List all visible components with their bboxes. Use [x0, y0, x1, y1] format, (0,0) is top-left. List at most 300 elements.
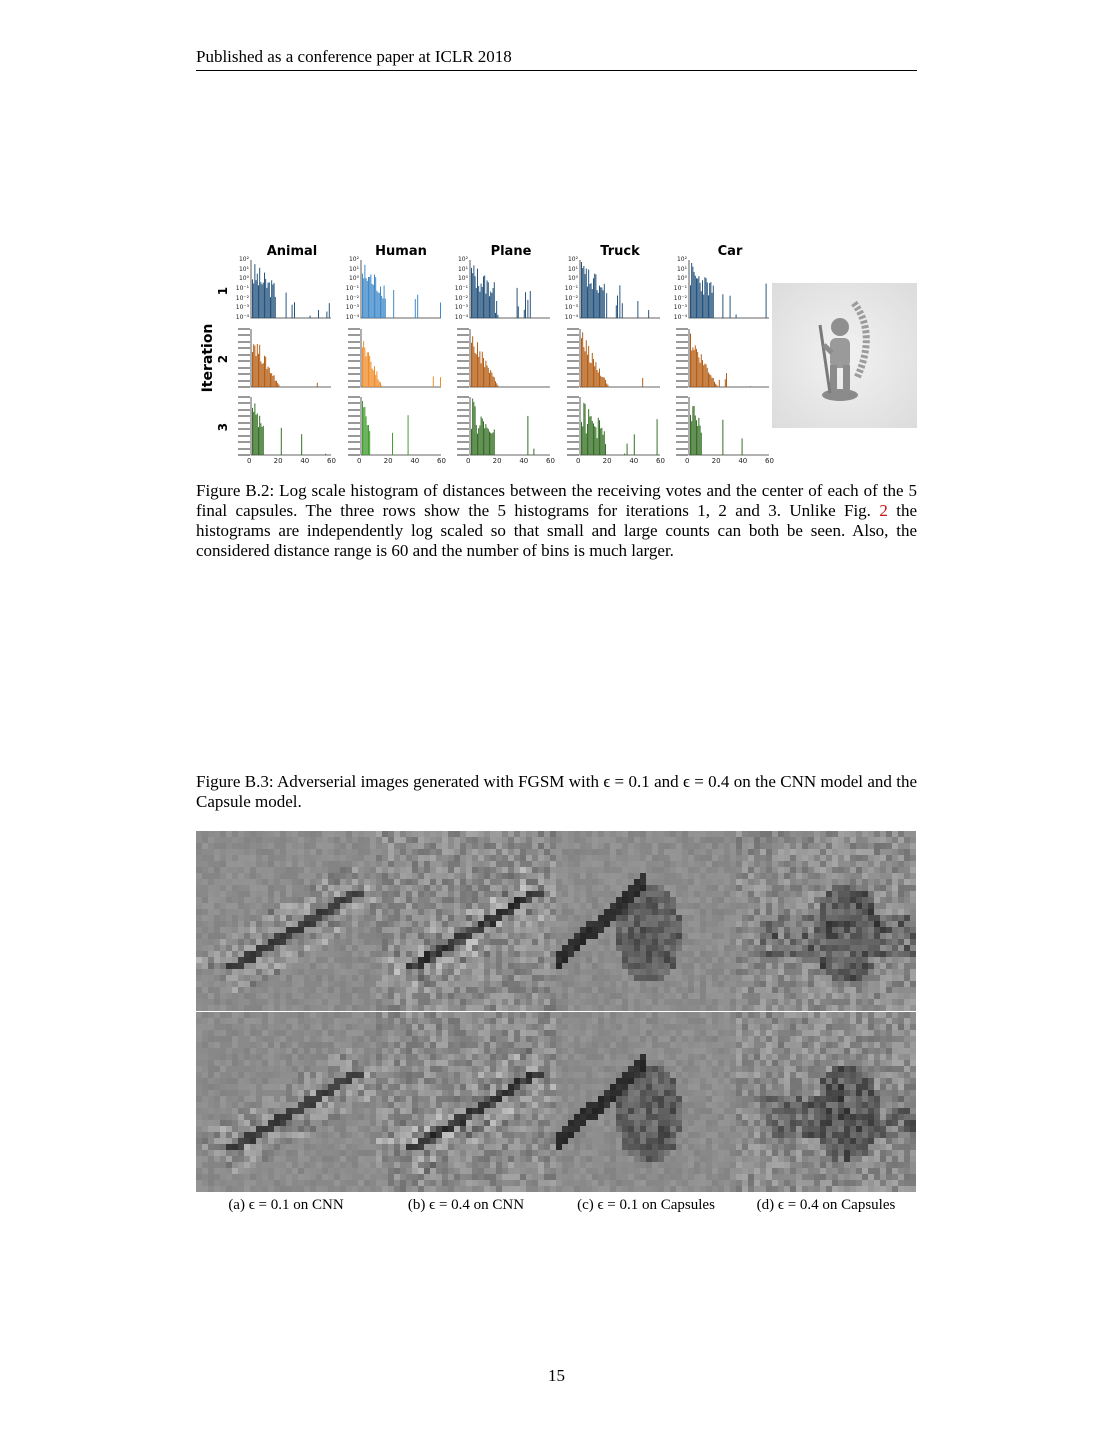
pixel: [496, 1060, 502, 1066]
pixel: [220, 849, 226, 855]
histogram-bar: [694, 350, 695, 387]
pixel: [430, 933, 436, 939]
pixel: [208, 891, 214, 897]
pixel: [496, 1018, 502, 1024]
pixel: [652, 867, 658, 873]
pixel: [496, 1066, 502, 1072]
pixel: [418, 987, 424, 993]
pixel: [658, 963, 664, 969]
pixel: [388, 1005, 394, 1011]
pixel: [238, 891, 244, 897]
pixel: [304, 873, 310, 879]
pixel: [412, 831, 418, 837]
pixel: [658, 933, 664, 939]
pixel: [616, 945, 622, 951]
pixel: [442, 1005, 448, 1011]
pixel: [442, 1060, 448, 1066]
pixel: [430, 969, 436, 975]
pixel: [286, 993, 292, 999]
pixel: [250, 1114, 256, 1120]
histogram-bar: [364, 348, 365, 387]
pixel: [406, 861, 412, 867]
pixel: [514, 1030, 520, 1036]
histogram-bar: [482, 418, 483, 455]
histogram-bar: [260, 423, 261, 455]
pixel: [388, 855, 394, 861]
pixel: [232, 969, 238, 975]
pixel: [526, 837, 532, 843]
pixel: [310, 843, 316, 849]
pixel: [484, 1150, 490, 1156]
pixel: [364, 1066, 370, 1072]
y-tick-label: 10⁻¹: [345, 285, 359, 292]
pixel: [226, 1042, 232, 1048]
pixel: [364, 1150, 370, 1156]
pixel: [346, 1078, 352, 1084]
pixel: [508, 951, 514, 957]
pixel: [442, 837, 448, 843]
pixel: [592, 909, 598, 915]
adv-image-caps-01-top: [556, 831, 736, 1011]
pixel: [568, 849, 574, 855]
pixel: [310, 1132, 316, 1138]
pixel: [520, 909, 526, 915]
pixel: [256, 963, 262, 969]
pixel: [280, 1054, 286, 1060]
pixel: [628, 945, 634, 951]
pixel: [496, 867, 502, 873]
pixel: [202, 945, 208, 951]
pixel: [658, 993, 664, 999]
pixel: [214, 969, 220, 975]
pixel: [622, 975, 628, 981]
pixel: [316, 1114, 322, 1120]
y-tick-mark: [457, 354, 469, 356]
pixel: [412, 927, 418, 933]
pixel: [460, 1024, 466, 1030]
pixel: [310, 1138, 316, 1144]
pixel: [622, 891, 628, 897]
pixel: [658, 951, 664, 957]
histogram-bar: [325, 454, 326, 455]
pixel: [424, 897, 430, 903]
pixel: [232, 879, 238, 885]
pixel: [514, 1108, 520, 1114]
pixel: [520, 1054, 526, 1060]
pixel: [424, 1090, 430, 1096]
pixel: [346, 873, 352, 879]
pixel: [694, 843, 700, 849]
pixel: [208, 897, 214, 903]
histogram-bar: [730, 296, 731, 318]
pixel: [292, 861, 298, 867]
pixel: [700, 969, 706, 975]
x-tick-label: 40: [738, 457, 748, 465]
pixel: [286, 1036, 292, 1042]
pixel: [220, 1180, 226, 1186]
pixel: [466, 1030, 472, 1036]
x-tick-label: 60: [327, 457, 336, 465]
pixel: [628, 939, 634, 945]
pixel: [520, 1030, 526, 1036]
pixel: [376, 897, 382, 903]
pixel: [658, 957, 664, 963]
pixel: [268, 1186, 274, 1192]
pixel: [388, 849, 394, 855]
pixel: [346, 897, 352, 903]
pixel: [466, 1018, 472, 1024]
pixel: [484, 939, 490, 945]
pixel: [406, 1054, 412, 1060]
pixel: [322, 1090, 328, 1096]
pixel: [460, 891, 466, 897]
pixel: [262, 1186, 268, 1192]
pixel: [226, 1132, 232, 1138]
pixel: [244, 1072, 250, 1078]
pixel: [358, 1180, 364, 1186]
pixel: [346, 1180, 352, 1186]
pixel: [250, 897, 256, 903]
pixel: [562, 885, 568, 891]
y-tick-mark: [676, 334, 688, 336]
pixel: [286, 969, 292, 975]
pixel: [508, 1180, 514, 1186]
pixel: [316, 861, 322, 867]
pixel: [508, 897, 514, 903]
pixel: [454, 945, 460, 951]
pixel: [232, 1138, 238, 1144]
pixel: [490, 951, 496, 957]
pixel: [544, 1132, 550, 1138]
pixel: [208, 1162, 214, 1168]
pixel: [340, 855, 346, 861]
pixel: [256, 1036, 262, 1042]
histogram-bar: [265, 279, 266, 318]
pixel: [268, 1132, 274, 1138]
pixel: [304, 837, 310, 843]
pixel: [244, 1186, 250, 1192]
pixel: [544, 1090, 550, 1096]
pixel: [460, 987, 466, 993]
pixel: [466, 855, 472, 861]
pixel: [682, 939, 688, 945]
pixel: [268, 867, 274, 873]
pixel: [628, 849, 634, 855]
pixel: [484, 891, 490, 897]
pixel: [262, 933, 268, 939]
pixel: [286, 1072, 292, 1078]
figure-ref-link[interactable]: 2: [879, 501, 888, 520]
pixel: [484, 1162, 490, 1168]
y-tick-mark: [567, 415, 579, 417]
y-tick-mark: [567, 328, 579, 330]
pixel: [280, 861, 286, 867]
pixel: [430, 879, 436, 885]
y-tick-mark: [348, 415, 360, 417]
pixel: [604, 957, 610, 963]
pixel: [454, 1072, 460, 1078]
pixel: [376, 1120, 382, 1126]
pixel: [502, 1144, 508, 1150]
y-tick-mark: [457, 415, 469, 417]
pixel: [694, 951, 700, 957]
pixel: [454, 963, 460, 969]
pixel: [508, 1174, 514, 1180]
pixel: [196, 1108, 202, 1114]
pixel: [412, 1090, 418, 1096]
pixel: [310, 897, 316, 903]
pixel: [532, 843, 538, 849]
pixel: [196, 897, 202, 903]
pixel: [658, 867, 664, 873]
pixel: [244, 915, 250, 921]
pixel: [484, 1138, 490, 1144]
pixel: [274, 1144, 280, 1150]
pixel: [220, 951, 226, 957]
pixel: [196, 879, 202, 885]
pixel: [244, 987, 250, 993]
pixel: [436, 969, 442, 975]
pixel: [472, 1060, 478, 1066]
pixel: [334, 993, 340, 999]
pixel: [394, 957, 400, 963]
pixel: [238, 1132, 244, 1138]
histogram-bar: [695, 416, 696, 455]
pixel: [430, 1132, 436, 1138]
pixel: [412, 993, 418, 999]
pixel: [400, 1005, 406, 1011]
pixel: [400, 1048, 406, 1054]
x-tick-label: 0: [466, 457, 471, 465]
pixel: [214, 951, 220, 957]
pixel: [250, 927, 256, 933]
pixel: [244, 927, 250, 933]
pixel: [526, 849, 532, 855]
pixel: [544, 969, 550, 975]
pixel: [640, 951, 646, 957]
pixel: [706, 987, 712, 993]
pixel: [556, 975, 562, 981]
pixel: [226, 831, 232, 837]
histogram-bar: [479, 425, 480, 455]
pixel: [358, 1102, 364, 1108]
histogram-bar: [708, 295, 709, 318]
pixel: [634, 861, 640, 867]
pixel: [520, 999, 526, 1005]
pixel: [718, 939, 724, 945]
pixel: [718, 837, 724, 843]
pixel: [214, 1144, 220, 1150]
pixel: [364, 903, 370, 909]
pixel: [562, 999, 568, 1005]
histogram-bar: [379, 381, 380, 387]
pixel: [556, 921, 562, 927]
pixel: [214, 849, 220, 855]
pixel: [328, 855, 334, 861]
pixel: [238, 1156, 244, 1162]
pixel: [226, 1186, 232, 1192]
pixel: [316, 897, 322, 903]
pixel: [286, 1060, 292, 1066]
pixel: [346, 843, 352, 849]
histogram-bar: [254, 346, 255, 387]
pixel: [484, 933, 490, 939]
pixel: [280, 1150, 286, 1156]
pixel: [466, 939, 472, 945]
pixel: [328, 1084, 334, 1090]
pixel: [376, 1078, 382, 1084]
pixel: [328, 849, 334, 855]
pixel: [382, 837, 388, 843]
pixel: [646, 873, 652, 879]
pixel: [538, 999, 544, 1005]
pixel: [712, 1005, 718, 1011]
pixel: [256, 903, 262, 909]
pixel: [196, 867, 202, 873]
pixel: [460, 1042, 466, 1048]
pixel: [274, 867, 280, 873]
histogram-bar: [326, 311, 327, 318]
pixel: [364, 915, 370, 921]
pixel: [382, 933, 388, 939]
pixel: [520, 855, 526, 861]
pixel: [430, 987, 436, 993]
pixel: [334, 1054, 340, 1060]
col-title-human: Human: [375, 244, 427, 259]
pixel: [496, 1054, 502, 1060]
histogram-bar: [702, 280, 703, 318]
pixel: [208, 1060, 214, 1066]
pixel: [328, 1108, 334, 1114]
pixel: [436, 1018, 442, 1024]
pixel: [514, 1054, 520, 1060]
y-tick-mark: [676, 396, 688, 398]
pixel: [532, 1090, 538, 1096]
pixel: [694, 879, 700, 885]
histogram-bar: [310, 316, 311, 318]
pixel: [340, 1162, 346, 1168]
pixel: [316, 1078, 322, 1084]
pixel: [400, 1156, 406, 1162]
pixel: [328, 897, 334, 903]
pixel: [712, 867, 718, 873]
pixel: [520, 849, 526, 855]
pixel: [196, 1012, 202, 1018]
pixel: [532, 963, 538, 969]
pixel: [562, 849, 568, 855]
pixel: [196, 1072, 202, 1078]
pixel: [538, 915, 544, 921]
histogram-bar: [600, 376, 601, 387]
pixel: [220, 1042, 226, 1048]
y-tick-mark: [238, 448, 250, 450]
pixel: [406, 1024, 412, 1030]
pixel: [508, 933, 514, 939]
pixel: [544, 837, 550, 843]
pixel: [490, 1024, 496, 1030]
pixel: [454, 987, 460, 993]
pixel: [562, 969, 568, 975]
histogram-bar: [473, 346, 474, 387]
pixel: [382, 1144, 388, 1150]
pixel: [490, 1018, 496, 1024]
pixel: [268, 987, 274, 993]
y-tick-mark: [676, 386, 688, 388]
pixel: [412, 903, 418, 909]
pixel: [466, 1084, 472, 1090]
pixel: [466, 879, 472, 885]
pixel: [526, 999, 532, 1005]
pixel: [430, 873, 436, 879]
pixel: [226, 1078, 232, 1084]
pixel: [556, 909, 562, 915]
pixel: [346, 1030, 352, 1036]
pixel: [556, 843, 562, 849]
histogram-bar: [471, 343, 472, 387]
pixel: [394, 1120, 400, 1126]
pixel: [514, 921, 520, 927]
pixel: [316, 939, 322, 945]
pixel: [364, 1162, 370, 1168]
pixel: [268, 1036, 274, 1042]
histogram-bar: [690, 333, 691, 387]
pixel: [286, 963, 292, 969]
y-tick-label: 10⁰: [348, 275, 359, 283]
pixel: [340, 993, 346, 999]
pixel: [208, 927, 214, 933]
pixel: [490, 1132, 496, 1138]
pixel: [316, 969, 322, 975]
pixel: [412, 1096, 418, 1102]
pixel: [424, 903, 430, 909]
pixel: [466, 969, 472, 975]
pixel: [604, 903, 610, 909]
pixel: [616, 897, 622, 903]
histogram-bar: [363, 407, 364, 455]
pixel: [472, 957, 478, 963]
pixel: [508, 993, 514, 999]
pixel: [412, 1162, 418, 1168]
pixel: [466, 1132, 472, 1138]
pixel: [280, 1102, 286, 1108]
pixel: [238, 1060, 244, 1066]
pixel: [526, 1156, 532, 1162]
pixel: [274, 1132, 280, 1138]
pixel: [238, 1114, 244, 1120]
pixel: [652, 843, 658, 849]
pixel: [688, 957, 694, 963]
pixel: [208, 1072, 214, 1078]
pixel: [394, 945, 400, 951]
pixel: [406, 951, 412, 957]
pixel: [244, 1012, 250, 1018]
pixel: [448, 867, 454, 873]
pixel: [520, 843, 526, 849]
pixel: [400, 903, 406, 909]
pixel: [502, 1078, 508, 1084]
pixel: [376, 939, 382, 945]
pixel: [586, 903, 592, 909]
pixel: [196, 987, 202, 993]
pixel: [232, 1024, 238, 1030]
histogram-bar: [487, 365, 488, 387]
pixel: [340, 957, 346, 963]
pixel: [214, 999, 220, 1005]
pixel: [220, 999, 226, 1005]
pixel: [304, 867, 310, 873]
pixel: [538, 837, 544, 843]
histogram-panel-animal-iter-2: [251, 329, 333, 389]
